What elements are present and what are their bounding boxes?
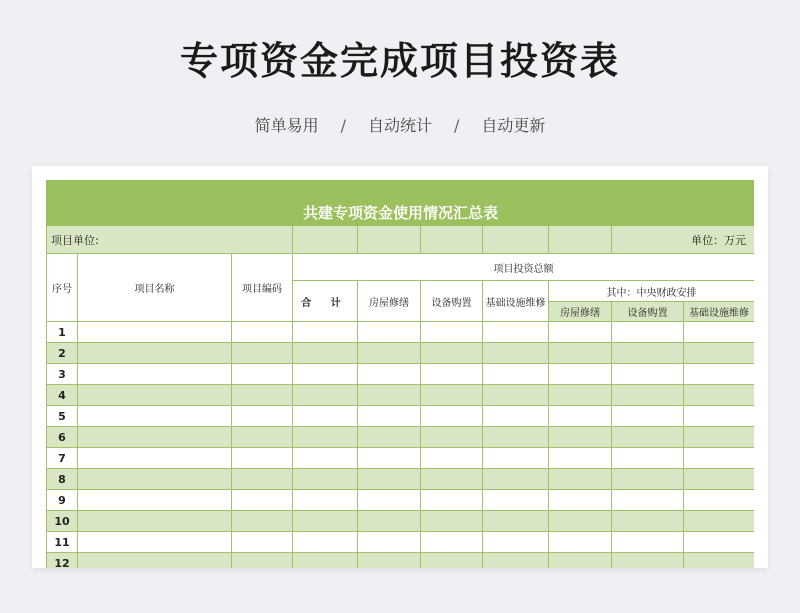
cell[interactable] bbox=[358, 448, 421, 469]
separator: / bbox=[454, 116, 460, 135]
cell[interactable] bbox=[483, 553, 549, 569]
cell[interactable] bbox=[78, 364, 232, 385]
cell[interactable] bbox=[483, 490, 549, 511]
cell[interactable] bbox=[612, 532, 684, 553]
header-sum: 合 计 bbox=[293, 281, 358, 322]
cell[interactable] bbox=[358, 469, 421, 490]
page-title: 专项资金完成项目投资表 bbox=[179, 39, 620, 83]
cell[interactable] bbox=[549, 511, 612, 532]
cell[interactable] bbox=[612, 343, 684, 364]
table-row bbox=[47, 553, 755, 569]
cell[interactable] bbox=[293, 226, 358, 254]
cell[interactable] bbox=[483, 226, 549, 254]
feature-auto-stat: 自动统计 bbox=[367, 116, 432, 135]
row-number[interactable]: 1 bbox=[47, 322, 78, 343]
cell[interactable] bbox=[78, 343, 232, 364]
cell[interactable] bbox=[684, 448, 755, 469]
cell[interactable] bbox=[293, 553, 358, 569]
cell[interactable] bbox=[549, 406, 612, 427]
table-row bbox=[47, 427, 755, 448]
cell[interactable] bbox=[684, 385, 755, 406]
cell[interactable] bbox=[684, 553, 755, 569]
cell[interactable] bbox=[549, 490, 612, 511]
cell[interactable] bbox=[421, 385, 483, 406]
cell[interactable] bbox=[232, 343, 293, 364]
header-project-name: 项目名称 bbox=[78, 254, 232, 322]
cell[interactable] bbox=[612, 385, 684, 406]
cell[interactable] bbox=[421, 406, 483, 427]
row-number[interactable]: 7 bbox=[47, 448, 78, 469]
cell[interactable] bbox=[232, 553, 293, 569]
cell[interactable] bbox=[293, 427, 358, 448]
cell[interactable] bbox=[358, 364, 421, 385]
cell[interactable] bbox=[232, 322, 293, 343]
spreadsheet bbox=[46, 180, 754, 568]
cell[interactable] bbox=[483, 343, 549, 364]
row-number[interactable]: 5 bbox=[47, 406, 78, 427]
cell[interactable] bbox=[232, 490, 293, 511]
cell[interactable] bbox=[293, 322, 358, 343]
cell[interactable] bbox=[684, 343, 755, 364]
cell[interactable] bbox=[684, 532, 755, 553]
cell[interactable] bbox=[612, 322, 684, 343]
table-row bbox=[47, 364, 755, 385]
cell[interactable] bbox=[483, 322, 549, 343]
cell[interactable] bbox=[684, 364, 755, 385]
cell[interactable] bbox=[549, 385, 612, 406]
cell[interactable] bbox=[421, 490, 483, 511]
cell[interactable] bbox=[483, 385, 549, 406]
cell[interactable] bbox=[612, 469, 684, 490]
cell[interactable] bbox=[421, 553, 483, 569]
table-row bbox=[47, 322, 755, 343]
cell[interactable] bbox=[549, 553, 612, 569]
cell[interactable] bbox=[78, 532, 232, 553]
header-central-housing-repair: 房屋修缮 bbox=[549, 302, 612, 322]
feature-auto-update: 自动更新 bbox=[481, 116, 546, 135]
cell[interactable] bbox=[684, 427, 755, 448]
cell[interactable] bbox=[293, 448, 358, 469]
row-number[interactable]: 4 bbox=[47, 385, 78, 406]
cell[interactable] bbox=[483, 469, 549, 490]
cell[interactable] bbox=[358, 322, 421, 343]
header-infrastructure-repair: 基础设施维修 bbox=[483, 281, 549, 322]
spreadsheet-card bbox=[32, 166, 768, 568]
cell[interactable] bbox=[612, 448, 684, 469]
row-number[interactable]: 6 bbox=[47, 427, 78, 448]
header-total-investment: 项目投资总额 bbox=[293, 254, 755, 281]
cell[interactable] bbox=[483, 364, 549, 385]
table-row bbox=[47, 490, 755, 511]
cell[interactable] bbox=[78, 448, 232, 469]
row-number[interactable]: 12 bbox=[47, 553, 78, 569]
cell[interactable] bbox=[358, 226, 421, 254]
cell[interactable] bbox=[549, 448, 612, 469]
cell[interactable] bbox=[549, 532, 612, 553]
cell[interactable] bbox=[232, 532, 293, 553]
unit-label[interactable]: 单位：万元 bbox=[612, 226, 755, 254]
cell[interactable] bbox=[684, 406, 755, 427]
project-unit-label[interactable]: 项目单位: bbox=[47, 226, 293, 254]
cell[interactable] bbox=[684, 490, 755, 511]
cell[interactable] bbox=[78, 322, 232, 343]
summary-table bbox=[46, 180, 754, 568]
table-row bbox=[47, 385, 755, 406]
cell[interactable] bbox=[549, 427, 612, 448]
cell[interactable] bbox=[612, 553, 684, 569]
feature-easy: 简单易用 bbox=[254, 116, 319, 135]
cell[interactable] bbox=[232, 385, 293, 406]
cell[interactable] bbox=[684, 322, 755, 343]
cell[interactable] bbox=[78, 469, 232, 490]
cell[interactable] bbox=[549, 322, 612, 343]
cell[interactable] bbox=[293, 343, 358, 364]
row-number[interactable]: 9 bbox=[47, 490, 78, 511]
cell[interactable] bbox=[293, 385, 358, 406]
cell[interactable] bbox=[483, 406, 549, 427]
cell[interactable] bbox=[612, 490, 684, 511]
sheet-title: 共建专项资金使用情况汇总表 bbox=[47, 181, 755, 226]
cell[interactable] bbox=[684, 511, 755, 532]
cell[interactable] bbox=[421, 448, 483, 469]
cell[interactable] bbox=[483, 448, 549, 469]
cell[interactable] bbox=[78, 406, 232, 427]
cell[interactable] bbox=[549, 226, 612, 254]
row-number[interactable]: 3 bbox=[47, 364, 78, 385]
cell[interactable] bbox=[421, 427, 483, 448]
cell[interactable] bbox=[293, 364, 358, 385]
table-row bbox=[47, 532, 755, 553]
header-housing-repair: 房屋修缮 bbox=[358, 281, 421, 322]
cell[interactable] bbox=[358, 532, 421, 553]
cell[interactable] bbox=[612, 511, 684, 532]
cell[interactable] bbox=[358, 385, 421, 406]
cell[interactable] bbox=[232, 427, 293, 448]
cell[interactable] bbox=[293, 532, 358, 553]
cell[interactable] bbox=[78, 553, 232, 569]
cell[interactable] bbox=[232, 511, 293, 532]
cell[interactable] bbox=[421, 322, 483, 343]
table-row bbox=[47, 343, 755, 364]
cell[interactable] bbox=[293, 406, 358, 427]
separator: / bbox=[340, 116, 346, 135]
cell[interactable] bbox=[421, 532, 483, 553]
cell[interactable] bbox=[612, 427, 684, 448]
cell[interactable] bbox=[78, 385, 232, 406]
cell[interactable] bbox=[483, 511, 549, 532]
cell[interactable] bbox=[549, 343, 612, 364]
cell[interactable] bbox=[358, 511, 421, 532]
cell[interactable] bbox=[232, 469, 293, 490]
cell[interactable] bbox=[232, 364, 293, 385]
cell[interactable] bbox=[421, 511, 483, 532]
cell[interactable] bbox=[78, 511, 232, 532]
cell[interactable] bbox=[549, 469, 612, 490]
cell[interactable] bbox=[358, 427, 421, 448]
feature-tagline bbox=[0, 113, 800, 136]
cell[interactable] bbox=[612, 364, 684, 385]
table-row bbox=[47, 448, 755, 469]
table-row bbox=[47, 511, 755, 532]
table-row bbox=[47, 469, 755, 490]
cell[interactable] bbox=[684, 469, 755, 490]
cell[interactable] bbox=[483, 427, 549, 448]
row-number[interactable]: 8 bbox=[47, 469, 78, 490]
cell[interactable] bbox=[421, 364, 483, 385]
row-number[interactable]: 11 bbox=[47, 532, 78, 553]
header-serial: 序号 bbox=[47, 254, 78, 322]
cell[interactable] bbox=[421, 469, 483, 490]
header-central-infrastructure-repair: 基础设施维修 bbox=[684, 302, 755, 322]
cell[interactable] bbox=[358, 406, 421, 427]
cell[interactable] bbox=[78, 427, 232, 448]
cell[interactable] bbox=[483, 532, 549, 553]
table-body bbox=[47, 322, 755, 569]
header-project-code: 项目编码 bbox=[232, 254, 293, 322]
row-number[interactable]: 2 bbox=[47, 343, 78, 364]
cell[interactable] bbox=[358, 490, 421, 511]
cell[interactable] bbox=[232, 448, 293, 469]
cell[interactable] bbox=[549, 364, 612, 385]
cell[interactable] bbox=[293, 511, 358, 532]
cell[interactable] bbox=[358, 343, 421, 364]
table-row bbox=[47, 406, 755, 427]
header-equipment-purchase: 设备购置 bbox=[421, 281, 483, 322]
cell[interactable] bbox=[232, 406, 293, 427]
cell[interactable] bbox=[612, 406, 684, 427]
cell[interactable] bbox=[358, 553, 421, 569]
cell[interactable] bbox=[421, 226, 483, 254]
cell[interactable] bbox=[293, 469, 358, 490]
row-number[interactable]: 10 bbox=[47, 511, 78, 532]
cell[interactable] bbox=[78, 490, 232, 511]
header-central-equipment-purchase: 设备购置 bbox=[612, 302, 684, 322]
header-central-finance: 其中：中央财政安排 bbox=[549, 281, 755, 302]
cell[interactable] bbox=[421, 343, 483, 364]
cell[interactable] bbox=[293, 490, 358, 511]
